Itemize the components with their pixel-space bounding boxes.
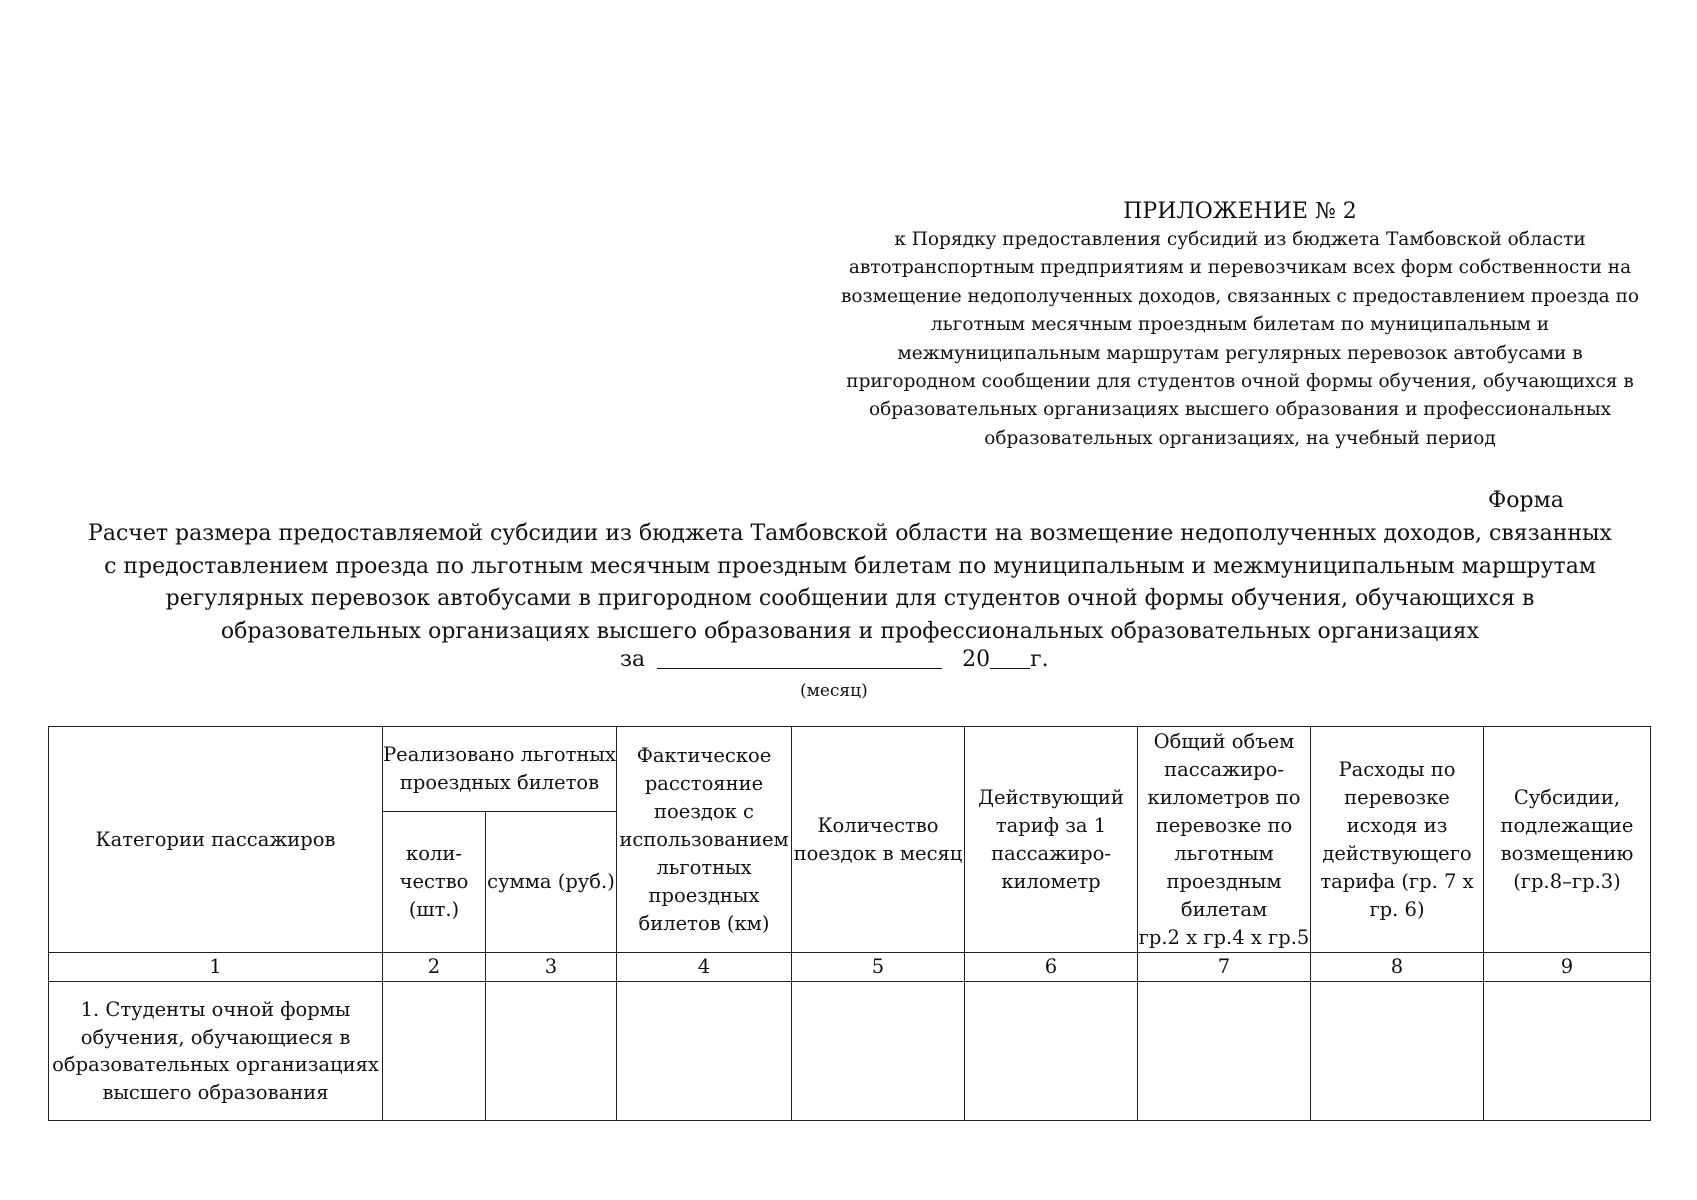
header-distance: Фактическое расстояние поездок с использованием льготных проездных билетов (км) [617,727,792,953]
calculation-title-line: образовательных организациях высшего образования и профессиональных образовательных организациях [220,618,1480,644]
calculation-title-line: регулярных перевозок автобусами в пригородном сообщении для студентов очной формы обучения, обучающихся в [165,586,1535,611]
form-label: Форма [1488,488,1564,513]
cell-expenses[interactable] [1311,982,1484,1121]
column-number: 6 [965,953,1138,982]
appendix-line: возмещение недополученных доходов, связанных с предоставлением проезда по [840,285,1640,307]
header-trips: Количество поездок в месяц [792,727,965,953]
year-blank-field[interactable] [990,644,1030,669]
header-volume-formula: гр.2 x гр.4 x гр.5 [1138,925,1310,949]
appendix-title: ПРИЛОЖЕНИЕ № 2 [1123,199,1357,224]
cell-trips[interactable] [792,982,965,1121]
cell-sold-sum[interactable] [486,982,617,1121]
column-number-row [49,953,1651,982]
header-sold-tickets: Реализовано льготных проездных билетов [383,727,617,812]
calculation-title-line: с предоставлением проезда по льготным месячным проездным билетам по муниципальным и межмуниципальным маршрутам [104,553,1596,579]
cell-sold-count[interactable] [383,982,486,1121]
year-suffix: г. [1030,647,1049,672]
table-row [49,982,1651,1121]
column-number: 1 [49,953,383,982]
header-expenses: Расходы по перевозке исходя из действующего тарифа (гр. 7 x гр. 6) [1311,727,1484,953]
period-row [620,644,1049,676]
cell-distance[interactable] [617,982,792,1121]
column-number: 5 [792,953,965,982]
appendix-line: образовательных организациях, на учебный период [984,427,1496,449]
month-hint: (месяц) [800,681,868,701]
header-tariff: Действующий тариф за 1 пассажиро- километр [965,727,1138,953]
header-categories: Категории пассажиров [49,727,383,953]
column-number: 4 [617,953,792,982]
year-prefix: 20 [962,647,991,672]
cell-volume[interactable] [1138,982,1311,1121]
appendix-line: льготным месячным проездным билетам по муниципальным и [930,314,1550,336]
cell-tariff[interactable] [965,982,1138,1121]
header-sold-sum: сумма (руб.) [486,812,617,953]
calculation-table [48,726,1651,1121]
appendix-line: образовательных организациях высшего образования и профессиональных [868,399,1612,421]
appendix-line: к Порядку предоставления субсидий из бюджета Тамбовской области [894,229,1586,250]
column-number: 7 [1138,953,1311,982]
calculation-title [40,518,1660,648]
period-prefix: за [620,647,646,672]
column-number: 2 [383,953,486,982]
column-number: 8 [1311,953,1484,982]
cell-subsidy[interactable] [1484,982,1651,1121]
appendix-line: пригородном сообщении для студентов очной формы обучения, обучающихся в [846,371,1634,393]
header-volume [1138,727,1311,953]
appendix-line: автотранспортным предприятиям и перевозчикам всех форм собственности на [848,257,1632,279]
appendix-line: межмуниципальным маршрутам регулярных перевозок автобусами в [897,342,1583,364]
header-volume-text: Общий объем пассажиро- километров по перевозке по льготным проездным билетам [1147,729,1301,921]
row-category: 1. Студенты очной формы обучения, обучающиеся в образовательных организациях высшего образования [49,982,383,1121]
column-number: 9 [1484,953,1651,982]
appendix-header [800,198,1680,453]
header-sold-count: коли- чество (шт.) [383,812,486,953]
calculation-title-line: Расчет размера предоставляемой субсидии из бюджета Тамбовской области на возмещение недополученных доходов, связанных [88,521,1612,546]
header-subsidy: Субсидии, подлежащие возмещению (гр.8–гр.3) [1484,727,1651,953]
month-blank-field[interactable] [657,644,942,669]
column-number: 3 [486,953,617,982]
